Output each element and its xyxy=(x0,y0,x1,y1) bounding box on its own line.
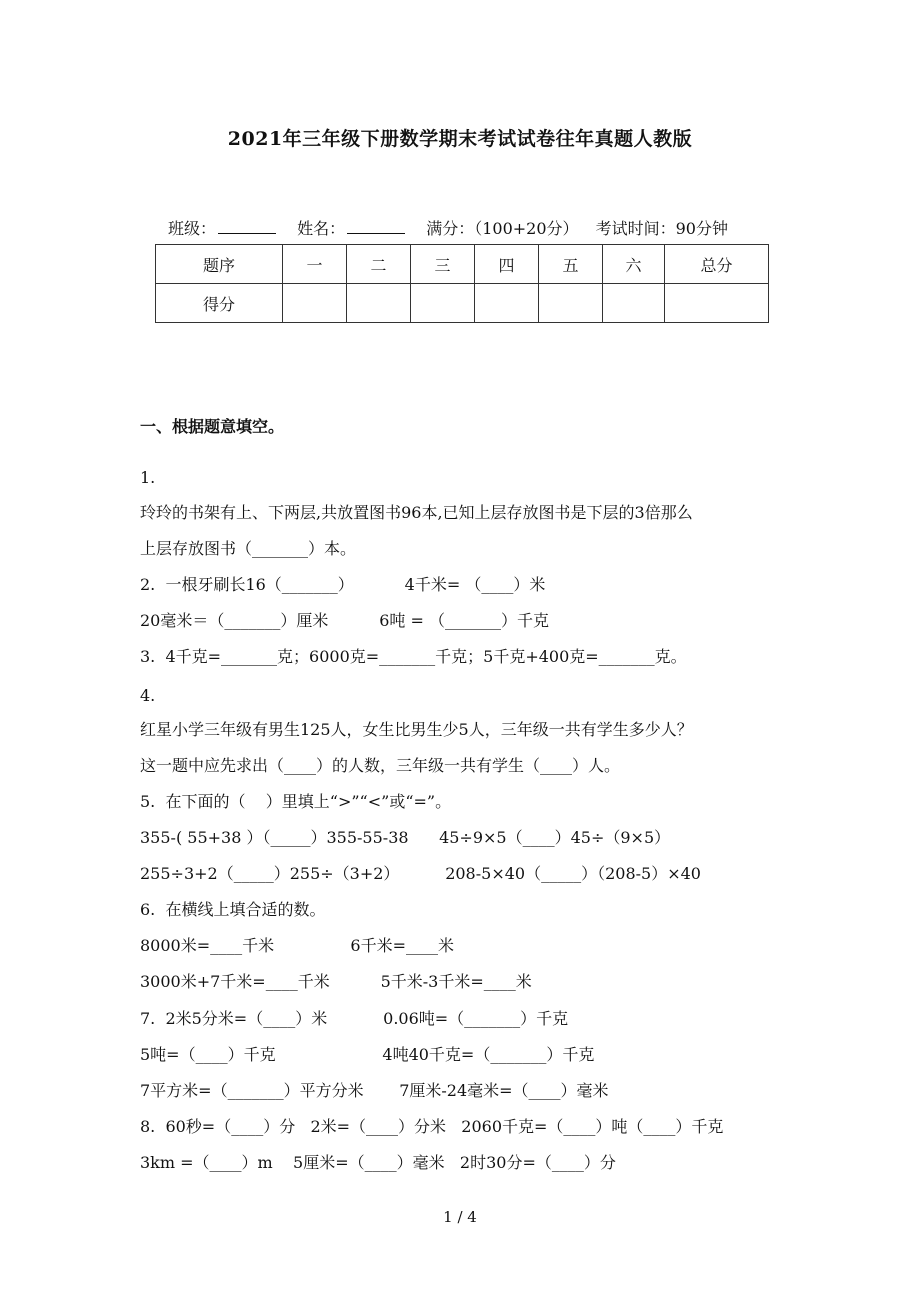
question-line: 4. xyxy=(140,686,156,705)
class-label: 班级： xyxy=(168,219,217,238)
table-cell: 得分 xyxy=(156,284,283,323)
score-table xyxy=(155,244,769,323)
score-table-header-row xyxy=(156,245,769,284)
full-score: 满分：（100+20分） xyxy=(426,219,579,238)
question-line: 20毫米＝（_______）厘米 6吨 = （_______）千克 xyxy=(140,611,549,630)
score-table-score-row xyxy=(156,284,769,323)
section-title: 一、根据题意填空。 xyxy=(140,417,285,436)
question-line: 3km =（____）m 5厘米=（____）毫米 2时30分=（____）分 xyxy=(140,1153,616,1172)
score-cell[interactable] xyxy=(603,284,665,323)
table-cell: 五 xyxy=(539,245,603,284)
score-cell[interactable] xyxy=(539,284,603,323)
table-cell: 题序 xyxy=(156,245,283,284)
table-cell: 二 xyxy=(347,245,411,284)
question-line: 5吨=（____）千克 4吨40千克=（_______）千克 xyxy=(140,1045,595,1064)
table-cell: 一 xyxy=(283,245,347,284)
page-title: 2021年三年级下册数学期末考试试卷往年真题人教版 xyxy=(227,128,693,150)
score-cell[interactable] xyxy=(347,284,411,323)
name-blank xyxy=(347,219,405,234)
score-cell[interactable] xyxy=(283,284,347,323)
name-label: 姓名： xyxy=(297,219,346,238)
question-line: 3. 4千克=_______克；6000克=_______千克；5千克+400克=_______克。 xyxy=(140,647,687,666)
question-line: 8. 60秒=（____）分 2米=（____）分米 2060千克=（____）吨（____）千克 xyxy=(140,1117,724,1136)
table-cell: 四 xyxy=(475,245,539,284)
question-line: 355-( 55+38 ）（_____）355-55-38 45÷9×5（____）45÷（9×5） xyxy=(140,828,671,847)
question-line: 7平方米=（_______）平方分米 7厘米-24毫米=（____）毫米 xyxy=(140,1081,609,1100)
page-number: 1 / 4 xyxy=(443,1208,477,1226)
score-cell[interactable] xyxy=(411,284,475,323)
question-line: 255÷3+2（_____）255÷（3+2） 208-5×40（_____）（208-5）×40 xyxy=(140,864,701,883)
question-line: 1. xyxy=(140,468,156,487)
table-cell: 三 xyxy=(411,245,475,284)
class-blank xyxy=(218,219,276,234)
question-line: 这一题中应先求出（____）的人数，三年级一共有学生（____）人。 xyxy=(140,756,621,775)
table-cell: 总分 xyxy=(665,245,769,284)
question-line: 红星小学三年级有男生125人，女生比男生少5人，三年级一共有学生多少人？ xyxy=(140,720,693,739)
question-line: 6. 在横线上填合适的数。 xyxy=(140,900,326,919)
table-cell: 六 xyxy=(603,245,665,284)
score-cell[interactable] xyxy=(475,284,539,323)
exam-time: 考试时间：90分钟 xyxy=(595,219,728,238)
question-line: 玲玲的书架有上、下两层,共放置图书96本,已知上层存放图书是下层的3倍那么 xyxy=(140,503,693,522)
question-line: 5. 在下面的（ ）里填上“>”“<”或“=”。 xyxy=(140,792,452,811)
question-line: 3000米+7千米=____千米 5千米-3千米=____米 xyxy=(140,972,532,991)
question-line: 上层存放图书（_______）本。 xyxy=(140,539,357,558)
exam-info-line xyxy=(168,216,728,239)
question-line: 7. 2米5分米=（____）米 0.06吨=（_______）千克 xyxy=(140,1009,569,1028)
question-line: 2. 一根牙刷长16（_______） 4千米= （____）米 xyxy=(140,575,546,594)
score-cell[interactable] xyxy=(665,284,769,323)
question-line: 8000米=____千米 6千米=____米 xyxy=(140,936,455,955)
